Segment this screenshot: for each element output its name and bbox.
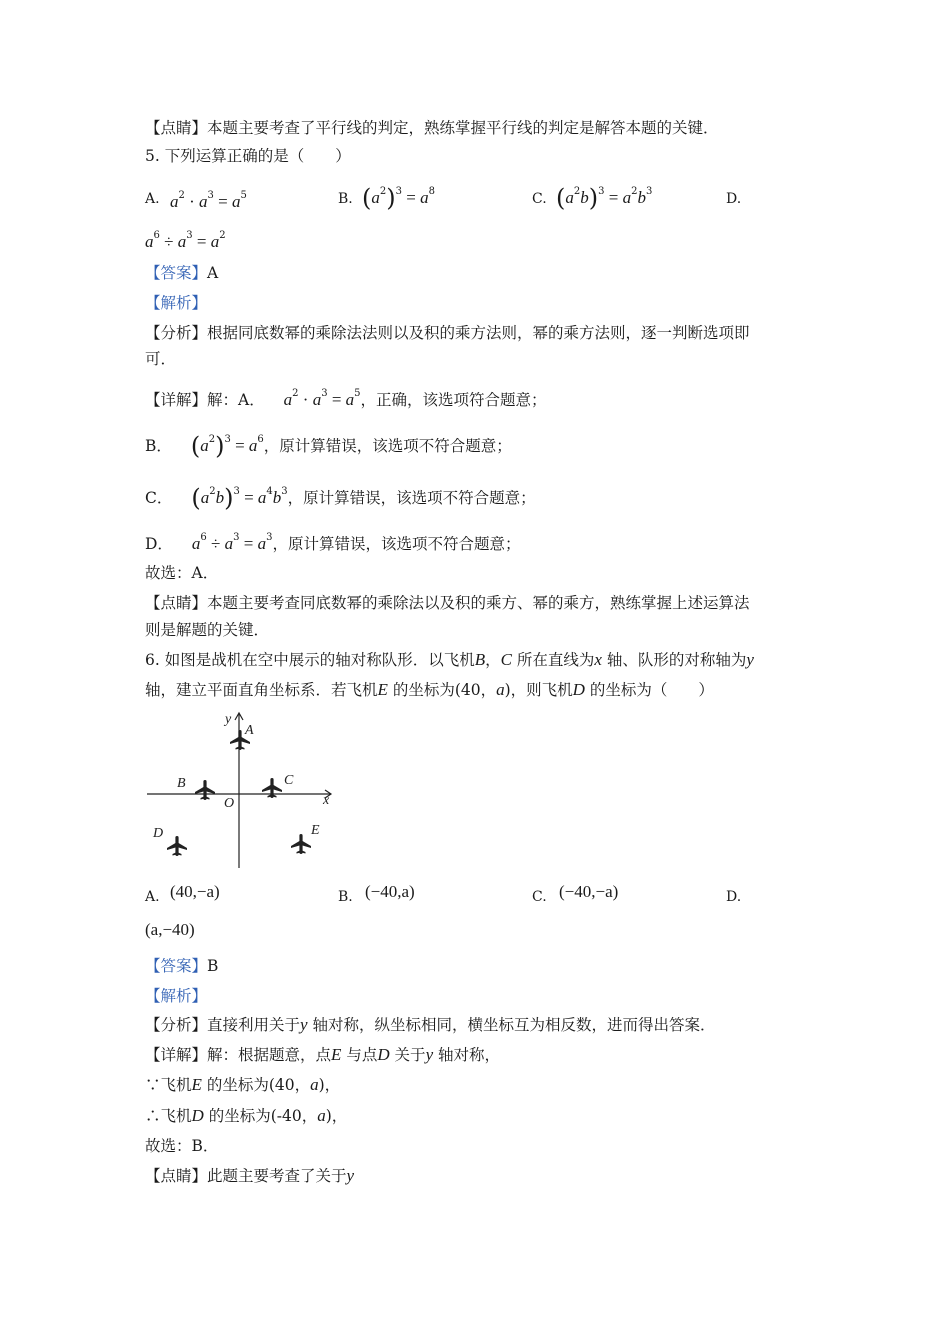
q6-because bbox=[145, 1074, 340, 1096]
q5-answer-tag: 【答案】 bbox=[145, 264, 208, 282]
q6-fenxi-text: 【分析】直接利用关于 bbox=[145, 1016, 301, 1034]
q5-dianjing-line1: 【点睛】本题主要考查同底数幂的乘除法以及积的乘方、幂的乘方，熟练掌握上述运算法 bbox=[145, 594, 750, 612]
q6-because-text: 的坐标为(40， bbox=[201, 1076, 311, 1094]
q5-xiangjie-a-formula: $a^2 \cdot a^3 = a^5$ bbox=[283, 388, 361, 409]
remark-previous: 【点睛】本题主要考查了平行线的判定，熟练掌握平行线的判定是解答本题的关键． bbox=[145, 119, 719, 137]
q6-option-d-value: (a,−40) bbox=[145, 920, 195, 939]
label-e: E bbox=[311, 823, 320, 838]
q6-answer bbox=[145, 955, 218, 977]
formation-figure bbox=[145, 708, 345, 873]
label-c: C bbox=[284, 773, 294, 788]
q6-stem-var-a: a bbox=[496, 680, 505, 699]
q6-answer-tag: 【答案】 bbox=[145, 957, 208, 975]
q5-option-c-label: C. bbox=[532, 191, 547, 207]
q5-analysis-tag: 【解析】 bbox=[145, 294, 208, 312]
q6-dianjing-text: 【点睛】此题主要考查了关于 bbox=[145, 1167, 347, 1185]
plane-e-icon bbox=[291, 834, 311, 854]
q6-xj-text: 关于 bbox=[389, 1046, 426, 1064]
q6-dianjing bbox=[145, 1165, 354, 1187]
q6-stem-text: 的坐标为（ ） bbox=[584, 681, 714, 699]
q5-b-prefix: B． bbox=[145, 437, 172, 455]
q6-stem-text: 轴，建立平面直角坐标系．若飞机 bbox=[145, 681, 378, 699]
q5-option-c-formula: $(a^2b)^3 = a^2b^3$ bbox=[556, 184, 653, 212]
q6-answer-value: B bbox=[207, 957, 219, 975]
q6-therefore-var-a: a bbox=[317, 1106, 326, 1125]
q6-because-text: ∵飞机 bbox=[145, 1076, 192, 1094]
q5-answer bbox=[145, 262, 218, 284]
label-o: O bbox=[224, 796, 235, 811]
plane-b-icon bbox=[195, 780, 215, 800]
q6-xj-text: 轴对称， bbox=[433, 1046, 501, 1064]
q6-fenxi-var-y: y bbox=[300, 1015, 308, 1034]
q5-fenxi-line2: 可． bbox=[145, 350, 177, 368]
q5-d-tail: ，原计算错误，该选项不符合题意； bbox=[272, 535, 521, 553]
q6-stem-var-c: C bbox=[500, 650, 512, 669]
plane-c-icon bbox=[262, 778, 282, 798]
q6-stem-line1 bbox=[145, 649, 754, 671]
q5-answer-value: A bbox=[207, 264, 219, 282]
q5-c-formula: $(a^2b)^3 = a^4b^3$ bbox=[191, 484, 288, 512]
q5-option-b-formula: $(a^2)^3 = a^8$ bbox=[362, 184, 435, 212]
q6-therefore-text: 的坐标为(-40， bbox=[203, 1107, 318, 1125]
q6-analysis-tag: 【解析】 bbox=[145, 987, 208, 1005]
q6-fenxi-text: 轴对称，纵坐标相同，横坐标互为相反数，进而得出答案． bbox=[307, 1016, 716, 1034]
q5-b-tail: ，原计算错误，该选项不符合题意； bbox=[263, 437, 512, 455]
q5-fenxi-line1: 【分析】根据同底数幂的乘除法法则以及积的乘方法则，幂的乘方法则，逐一判断选项即 bbox=[145, 324, 750, 342]
q6-xj-var-e: E bbox=[331, 1045, 342, 1064]
label-a: A bbox=[245, 723, 254, 738]
label-y: y bbox=[225, 712, 232, 727]
q6-stem-line2 bbox=[145, 679, 714, 701]
q5-xiangjie-a bbox=[145, 383, 547, 411]
q6-option-b-label: B. bbox=[338, 889, 353, 905]
q6-therefore-text: )， bbox=[325, 1107, 348, 1125]
q6-because-var-a: a bbox=[310, 1075, 319, 1094]
q6-stem-text: 轴、队形的对称轴为 bbox=[601, 651, 747, 669]
q6-stem-var-e: E bbox=[377, 680, 388, 699]
q6-xiangjie bbox=[145, 1044, 500, 1066]
q6-therefore-var-d: D bbox=[191, 1106, 204, 1125]
q6-therefore-text: ∴飞机 bbox=[145, 1107, 192, 1125]
q6-dianjing-var-y: y bbox=[346, 1166, 355, 1185]
q6-stem-comma: ， bbox=[485, 651, 501, 669]
q5-xiangjie-b bbox=[145, 429, 512, 460]
q6-option-c-label: C. bbox=[532, 889, 547, 905]
q6-stem-var-b: B bbox=[474, 650, 486, 669]
q6-stem-text: 的坐标为(40， bbox=[387, 681, 497, 699]
q6-xj-text: 【详解】解：根据题意，点 bbox=[145, 1046, 332, 1064]
q6-stem-var-y: y bbox=[746, 650, 754, 669]
q6-because-var-e: E bbox=[191, 1075, 202, 1094]
q6-xj-text: 与点 bbox=[341, 1046, 378, 1064]
q5-dianjing-line2: 则是解题的关键． bbox=[145, 621, 270, 639]
q6-option-a-value: (40,−a) bbox=[170, 882, 220, 901]
q6-therefore bbox=[145, 1105, 347, 1127]
q6-stem-text: 6. 如图是战机在空中展示的轴对称队形．以飞机 bbox=[145, 651, 475, 669]
q5-xiangjie-a-tail: ，正确，该选项符合题意； bbox=[360, 391, 547, 409]
q5-option-d-label: D. bbox=[726, 191, 742, 207]
q5-option-d-formula: $a^6 \div a^3 = a^2$ bbox=[145, 230, 226, 251]
q5-xiangjie-prefix: 【详解】解：A． bbox=[145, 391, 265, 409]
q6-stem-text: )，则飞机 bbox=[504, 681, 573, 699]
plane-d-icon bbox=[167, 836, 187, 856]
q5-xiangjie-d bbox=[145, 527, 520, 555]
label-b: B bbox=[177, 776, 186, 791]
q6-xj-var-y: y bbox=[425, 1045, 434, 1064]
q5-option-a-label: A. bbox=[145, 191, 160, 207]
q5-d-formula: $a^6 \div a^3 = a^3$ bbox=[191, 532, 273, 553]
q6-stem-var-d: D bbox=[572, 680, 585, 699]
q6-xj-var-d: D bbox=[377, 1045, 390, 1064]
q5-guxuan: 故选：A． bbox=[145, 564, 219, 582]
label-x: x bbox=[323, 793, 330, 808]
q5-option-a-formula: $a^2 \cdot a^3 = a^5$ bbox=[170, 190, 247, 211]
q6-because-text: )， bbox=[318, 1076, 341, 1094]
q6-option-d-label: D. bbox=[726, 889, 742, 905]
q6-stem-text: 所在直线为 bbox=[511, 651, 595, 669]
q5-stem: 5. 下列运算正确的是（ ） bbox=[145, 147, 351, 165]
q6-option-c-value: (−40,−a) bbox=[559, 882, 619, 901]
q5-b-formula: $(a^2)^3 = a^6$ bbox=[190, 432, 264, 460]
q5-option-b-label: B. bbox=[338, 191, 353, 207]
q5-d-prefix: D． bbox=[145, 535, 173, 553]
q6-guxuan: 故选：B． bbox=[145, 1137, 219, 1155]
q6-option-a-label: A. bbox=[145, 889, 160, 905]
label-d: D bbox=[153, 826, 164, 841]
q5-c-prefix: C． bbox=[145, 489, 173, 507]
q5-c-tail: ，原计算错误，该选项不符合题意； bbox=[287, 489, 536, 507]
q6-stem-var-x: x bbox=[594, 650, 602, 669]
q6-option-b-value: (−40,a) bbox=[365, 882, 415, 901]
q6-fenxi bbox=[145, 1014, 716, 1036]
q5-xiangjie-c bbox=[145, 481, 536, 512]
